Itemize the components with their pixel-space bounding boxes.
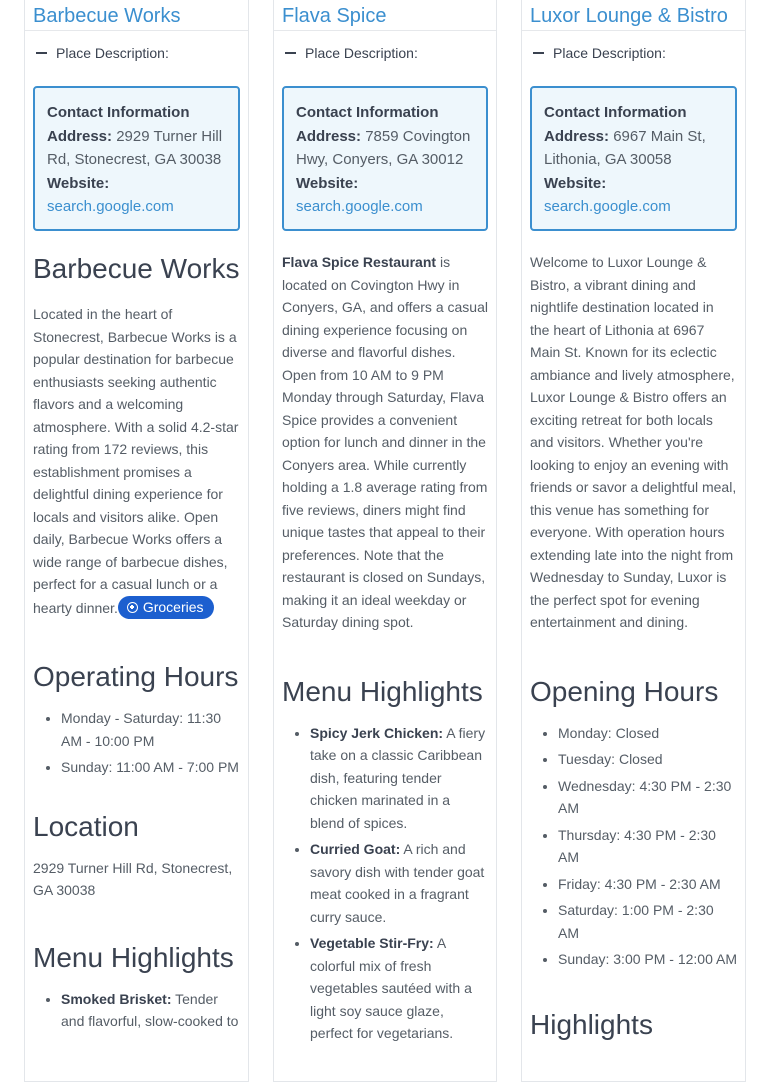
list-item: • Sunday: 3:00 PM - 12:00 AM (558, 948, 737, 971)
hours-list (530, 722, 737, 971)
address-value: 7859 Covington Hwy, Conyers, GA 30012 (296, 127, 471, 168)
list-item: • Tuesday: Closed (558, 748, 737, 771)
groceries-chip[interactable] (118, 596, 214, 619)
list-item: • Saturday: 1:00 PM - 2:30 AM (558, 899, 737, 944)
address-label: Address: (47, 127, 113, 145)
place-title[interactable]: Luxor Lounge & Bistro (522, 0, 745, 31)
contact-info-box (282, 86, 488, 231)
description-text: Located in the heart of Stonecrest, Barbecue Works is a popular destination for barbecue enthusiasts seeking authentic flavors and a welcoming atmosphere. With a solid 4.2-star rating from 172 reviews, this establishment promises a delightful dining experience for locals and visitors alike. Open daily, Barbecue Works offers a wide range of barbecue dishes, perfect for a casual lunch or a hearty dinner. (33, 306, 239, 616)
address-label: Address: (296, 127, 362, 145)
website-link[interactable]: search.google.com (47, 198, 174, 215)
chip-label: Groceries (142, 598, 204, 615)
list-item: • Thursday: 4:30 PM - 2:30 AM (558, 824, 737, 869)
menu-highlights-heading: Menu Highlights (282, 675, 483, 707)
operating-hours-heading: Operating Hours (33, 661, 239, 692)
place-description-text (33, 303, 240, 619)
website-label: Website: (296, 174, 359, 192)
minus-icon (285, 52, 296, 54)
website-label: Website: (47, 174, 110, 192)
menu-item-name: Smoked Brisket: (61, 990, 172, 1007)
place-description-toggle[interactable] (530, 31, 737, 75)
menu-item-desc: A colorful mix of fresh vegetables sautéed with a light soy sauce glaze, perfect for vegetarians. (310, 935, 472, 1041)
menu-item-desc: Tender and flavorful, slow-cooked to (61, 990, 239, 1029)
menu-list (33, 988, 240, 1033)
website-label: Website: (544, 174, 607, 192)
list-item (310, 932, 488, 1045)
address-value: 6967 Main St, Lithonia, GA 30058 (544, 127, 706, 168)
contact-heading: Contact Information (544, 104, 687, 121)
list-item (310, 838, 488, 928)
place-title[interactable]: Flava Spice (274, 0, 496, 31)
highlights-heading: Highlights (530, 1008, 653, 1040)
menu-item-desc: A fiery take on a classic Caribbean dish, featuring tender chicken marinated in a blend of spices. (310, 724, 486, 831)
location-heading: Location (33, 810, 139, 842)
list-item (61, 988, 240, 1033)
description-text: is located on Covington Hwy in Conyers, GA, and offers a casual dining experience focusing on diverse and flavorful dishes. Open from 10 AM to 9 PM Monday through Saturday, Flava Spice provides a convenient option for lunch and dinner in the Conyers area. While currently holding a 1.8 average rating from five reviews, diners might find unique tastes that appeal to their preferences. Note that the restaurant is closed on Sundays, making it an ideal weekday or Saturday dining spot. (282, 254, 488, 630)
place-card-barbecue-works (24, 0, 249, 1082)
contact-info-box (33, 86, 240, 231)
place-card-luxor-lounge (521, 0, 746, 1082)
list-item: • Monday: Closed (558, 722, 737, 745)
list-item: • Wednesday: 4:30 PM - 2:30 AM (558, 775, 737, 820)
opening-hours-heading: Opening Hours (530, 675, 719, 707)
menu-item-name: Vegetable Stir-Fry: (310, 935, 434, 951)
place-description-label: Place Description: (553, 45, 666, 61)
place-title[interactable]: Barbecue Works (25, 0, 248, 31)
address-value: 2929 Turner Hill Rd, Stonecrest, GA 30038 (47, 127, 223, 168)
menu-item-desc: A rich and savory dish with tender goat meat cooked in a fragrant curry sauce. (310, 841, 485, 925)
contact-heading: Contact Information (47, 104, 190, 121)
contact-info-box (530, 86, 737, 231)
list-item: • Monday - Saturday: 11:30 AM - 10:00 PM (61, 707, 240, 752)
add-circle-icon (127, 602, 138, 613)
place-card-flava-spice (273, 0, 497, 1082)
place-description-text (282, 251, 488, 634)
website-link[interactable]: search.google.com (296, 198, 423, 215)
description-bold: Flava Spice Restaurant (282, 254, 437, 270)
list-item (310, 722, 488, 835)
menu-list (282, 722, 488, 1045)
minus-icon (36, 52, 47, 54)
menu-item-name: Curried Goat: (310, 841, 401, 857)
place-description-toggle[interactable] (282, 31, 488, 75)
place-description-toggle[interactable] (33, 31, 240, 75)
place-description-text: Welcome to Luxor Lounge & Bistro, a vibrant dining and nightlife destination located in the heart of Lithonia at 6967 Main St. Known for its eclectic ambiance and lively atmosphere, Luxor Lounge & Bistro offers an exciting retreat for both locals and visitors. Whether you're looking to enjoy an evening with friends or savor a delightful meal, this venue has something for everyone. With operation hours extending late into the night from Wednesday to Sunday, Luxor is the perfect spot for evening entertainment and dining. (530, 254, 737, 630)
menu-highlights-heading: Menu Highlights (33, 941, 234, 973)
contact-heading: Contact Information (296, 104, 439, 121)
hours-list (33, 707, 240, 779)
list-item: • Friday: 4:30 PM - 2:30 AM (558, 873, 737, 896)
place-description-label: Place Description: (305, 45, 418, 61)
website-link[interactable]: search.google.com (544, 198, 671, 215)
place-description-label: Place Description: (56, 45, 169, 61)
address-label: Address: (544, 127, 610, 145)
list-item: • Sunday: 11:00 AM - 7:00 PM (61, 756, 240, 779)
menu-item-name: Spicy Jerk Chicken: (310, 724, 444, 741)
location-text: 2929 Turner Hill Rd, Stonecrest, GA 30038 (33, 859, 233, 898)
minus-icon (533, 52, 544, 54)
place-name-heading: Barbecue Works (33, 253, 240, 284)
